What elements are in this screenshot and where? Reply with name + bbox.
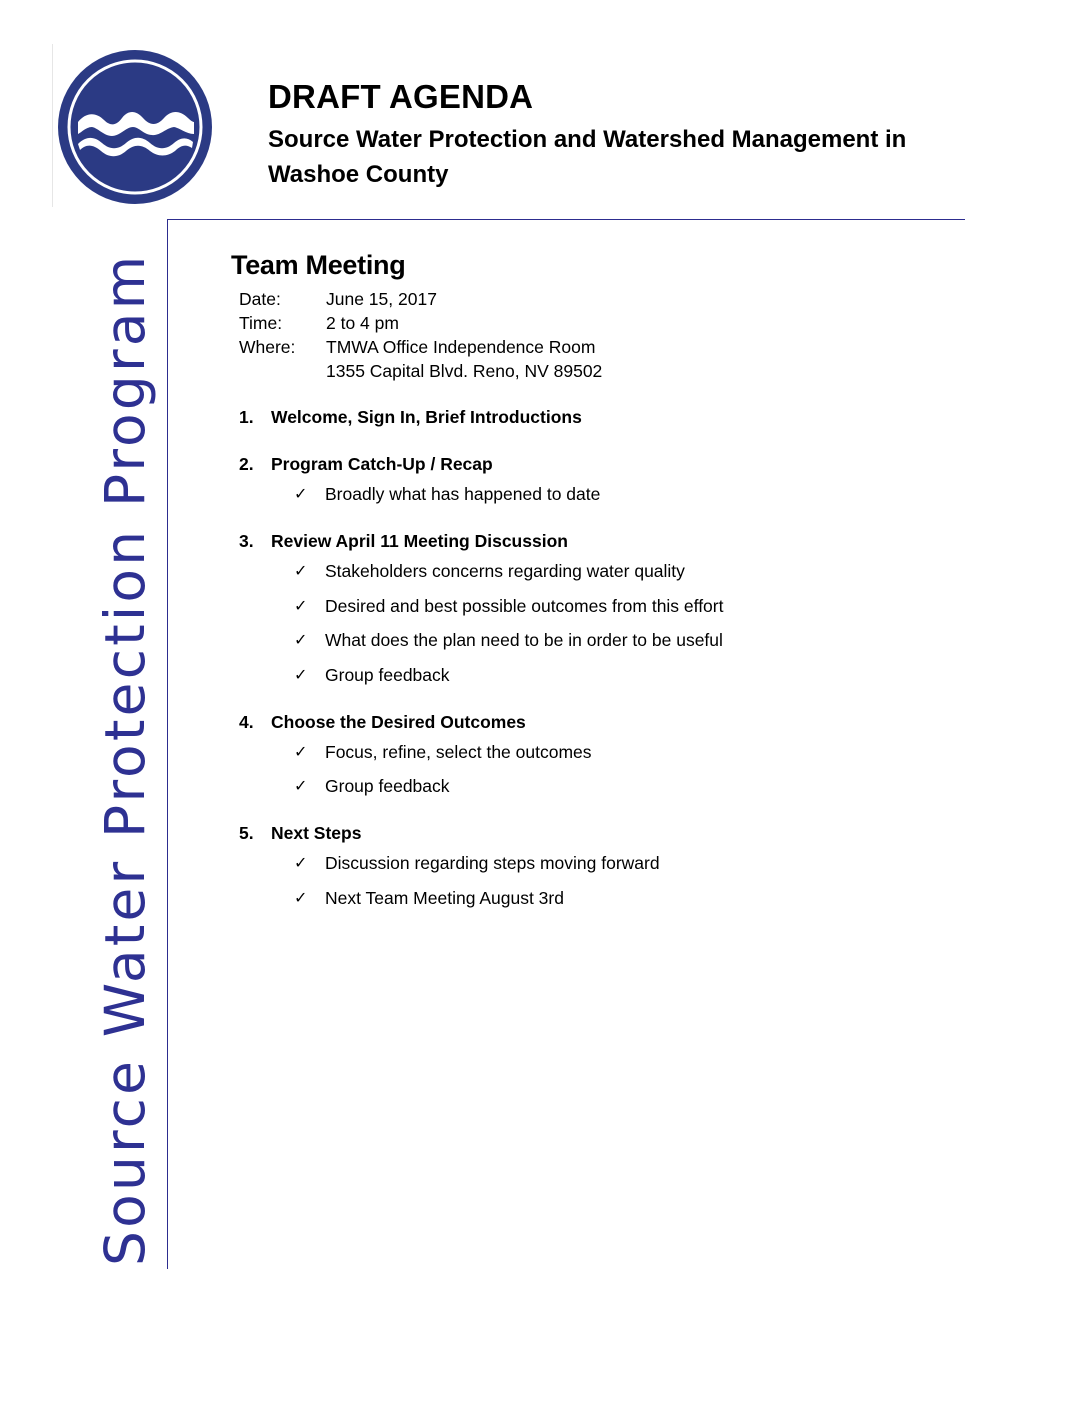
meeting-info: [239, 287, 602, 383]
agenda-subitem-text: Group feedback: [325, 776, 450, 796]
agenda-item-number: 3.: [239, 531, 254, 551]
agenda-item-number: 1.: [239, 407, 254, 427]
checkmark-icon: ✓: [294, 664, 308, 684]
agenda-item-heading: [239, 405, 939, 429]
program-name-vertical: Source Water Protection Program: [93, 252, 157, 1266]
agenda-item: [239, 405, 939, 429]
agenda-subitem-text: Focus, refine, select the outcomes: [325, 741, 592, 762]
checkmark-icon: ✓: [294, 887, 308, 907]
agenda-subitem-list: [239, 740, 939, 799]
agenda-subitem: [239, 663, 939, 687]
agenda-subitem: [239, 628, 939, 652]
meeting-info-row: [239, 311, 602, 335]
meeting-info-row: [239, 335, 602, 359]
meeting-info-label: Where:: [239, 337, 296, 357]
agenda-item-title: Welcome, Sign In, Brief Introductions: [271, 407, 582, 427]
agenda-subitem: [239, 886, 939, 910]
agenda-item-heading: [239, 452, 939, 476]
agenda-subitem: [239, 774, 939, 798]
meeting-info-value: TMWA Office Independence Room: [326, 337, 596, 357]
agenda-subitem: [239, 559, 939, 583]
agenda-item: [239, 710, 939, 799]
agenda-subitem-text: What does the plan need to be in order to be useful: [325, 630, 723, 650]
header-divider: [167, 219, 965, 220]
agenda-subitem: [239, 594, 939, 618]
checkmark-icon: ✓: [294, 776, 308, 795]
meeting-info-row: [239, 287, 602, 311]
meeting-info-label: Time:: [239, 313, 283, 333]
meeting-info-label: [239, 359, 326, 383]
agenda-item-number: 4.: [239, 711, 254, 732]
agenda-subitem-list: [239, 851, 939, 910]
agenda-item-title: Choose the Desired Outcomes: [271, 711, 526, 732]
sidebar-divider: [167, 219, 168, 1269]
meeting-title: Team Meeting: [231, 250, 406, 280]
agenda-item-number: 2.: [239, 454, 254, 474]
agenda-list: [239, 405, 939, 933]
agenda-subitem-list: [239, 482, 939, 506]
agenda-subitem: [239, 740, 939, 764]
document-title: DRAFT AGENDA: [268, 78, 534, 115]
meeting-info-row: [239, 359, 602, 383]
agenda-subitem-text: Desired and best possible outcomes from this effort: [325, 595, 724, 616]
checkmark-icon: ✓: [294, 741, 308, 761]
agenda-subitem-text: Group feedback: [325, 664, 450, 685]
agenda-subitem: [239, 482, 939, 506]
meeting-info-value: 1355 Capital Blvd. Reno, NV 89502: [326, 361, 603, 381]
agenda-subitem-text: Broadly what has happened to date: [325, 484, 601, 504]
checkmark-icon: ✓: [294, 561, 308, 580]
agenda-item: [239, 529, 939, 687]
meeting-info-value: June 15, 2017: [326, 289, 437, 309]
agenda-item: [239, 452, 939, 506]
document-subtitle: Source Water Protection and Watershed Management in Washoe County: [268, 126, 907, 188]
agenda-subitem: [239, 851, 939, 875]
meeting-info-label: Date:: [239, 289, 281, 309]
agenda-subitem-text: Next Team Meeting August 3rd: [325, 887, 564, 908]
checkmark-icon: ✓: [294, 595, 308, 615]
agenda-item-heading: [239, 710, 939, 734]
checkmark-icon: ✓: [294, 484, 308, 503]
agenda-subitem-text: Discussion regarding steps moving forward: [325, 853, 660, 873]
agenda-subitem-list: [239, 559, 939, 687]
agenda-item-heading: [239, 821, 939, 845]
agenda-subitem-text: Stakeholders concerns regarding water quality: [325, 561, 685, 581]
water-waves-logo-icon: [56, 48, 214, 206]
agenda-item-heading: [239, 529, 939, 553]
agenda-item-title: Review April 11 Meeting Discussion: [271, 531, 568, 551]
checkmark-icon: ✓: [294, 630, 308, 649]
meeting-info-value: 2 to 4 pm: [326, 313, 399, 333]
agenda-item-title: Program Catch-Up / Recap: [271, 454, 493, 474]
agenda-item-number: 5.: [239, 823, 254, 843]
checkmark-icon: ✓: [294, 853, 308, 872]
agenda-item: [239, 821, 939, 910]
agenda-item-title: Next Steps: [271, 823, 362, 843]
logo-border-line: [52, 44, 53, 207]
